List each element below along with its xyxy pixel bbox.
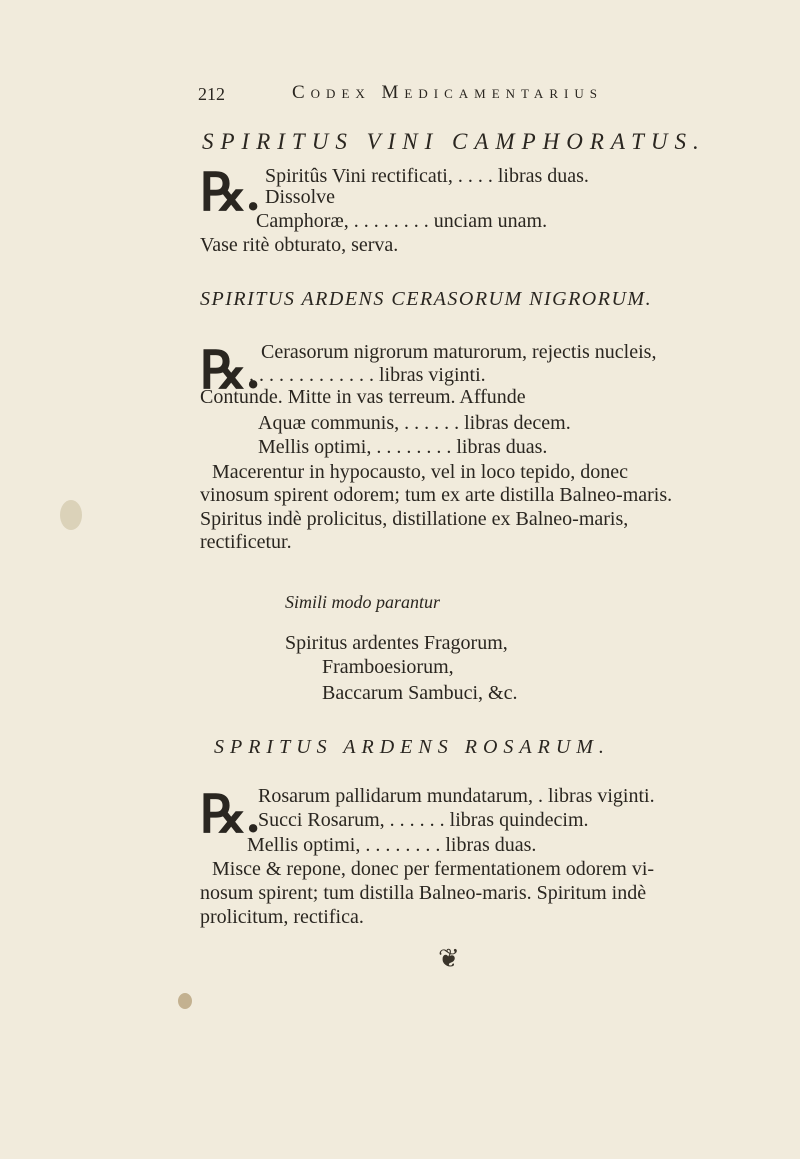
variant-item: Baccarum Sambuci, &c.	[322, 682, 518, 704]
page-number: 212	[198, 84, 225, 104]
page-stain	[60, 500, 82, 530]
section-title: SPIRITUS ARDENS CERASORUM NIGRORUM.	[200, 288, 653, 310]
recipe-line: . . . . . . . . . . . . . libras viginti.	[249, 364, 486, 386]
recipe-line: prolicitum, rectifica.	[200, 906, 364, 928]
tailpiece-ornament-icon: ❦	[438, 944, 460, 973]
recipe-line: Spiritûs Vini rectificati, . . . . libras duas.	[265, 165, 589, 187]
variant-item: Framboesiorum,	[322, 656, 454, 678]
recipe-line: Misce & repone, donec per fermentationem odorem vi-	[212, 858, 655, 880]
recipe-line: Dissolve	[265, 186, 335, 208]
section-title: SPIRITUS VINI CAMPHORATUS.	[202, 129, 706, 154]
recipe-line: Macerentur in hypocausto, vel in loco tepido, donec	[212, 461, 628, 483]
recipe-line: Cerasorum nigrorum maturorum, rejectis nucleis,	[261, 341, 657, 363]
section-title: SPRITUS ARDENS ROSARUM.	[214, 736, 610, 758]
recipe-line: Mellis optimi, . . . . . . . . libras duas.	[247, 834, 537, 856]
running-title: Codex Medicamentarius	[292, 82, 603, 103]
recipe-line: vinosum spirent odorem; tum ex arte distilla Balneo-maris.	[200, 484, 673, 506]
recipe-line: nosum spirent; tum distilla Balneo-maris. Spiritum indè	[200, 882, 647, 904]
variant-item: Spiritus ardentes Fragorum,	[285, 632, 508, 654]
recipe-line: rectificetur.	[200, 531, 292, 553]
recipe-line: Vase ritè obturato, serva.	[200, 234, 399, 256]
recipe-line: Aquæ communis, . . . . . . libras decem.	[258, 412, 571, 434]
page-stain	[178, 993, 192, 1009]
recipe-line: Contunde. Mitte in vas terreum. Affunde	[200, 386, 526, 408]
recipe-symbol: ℞.	[200, 787, 260, 844]
recipe-symbol: ℞.	[200, 165, 260, 222]
recipe-line: Succi Rosarum, . . . . . . libras quindecim.	[258, 809, 589, 831]
recipe-line: Rosarum pallidarum mundatarum, . libras viginti.	[258, 785, 655, 807]
recipe-line: Mellis optimi, . . . . . . . . libras duas.	[258, 436, 548, 458]
recipe-symbol: ℞.	[200, 343, 260, 400]
variant-note: Simili modo parantur	[285, 592, 441, 612]
recipe-line: Spiritus indè prolicitus, distillatione ex Balneo-maris,	[200, 508, 629, 530]
recipe-line: Camphoræ, . . . . . . . . unciam unam.	[256, 210, 548, 232]
